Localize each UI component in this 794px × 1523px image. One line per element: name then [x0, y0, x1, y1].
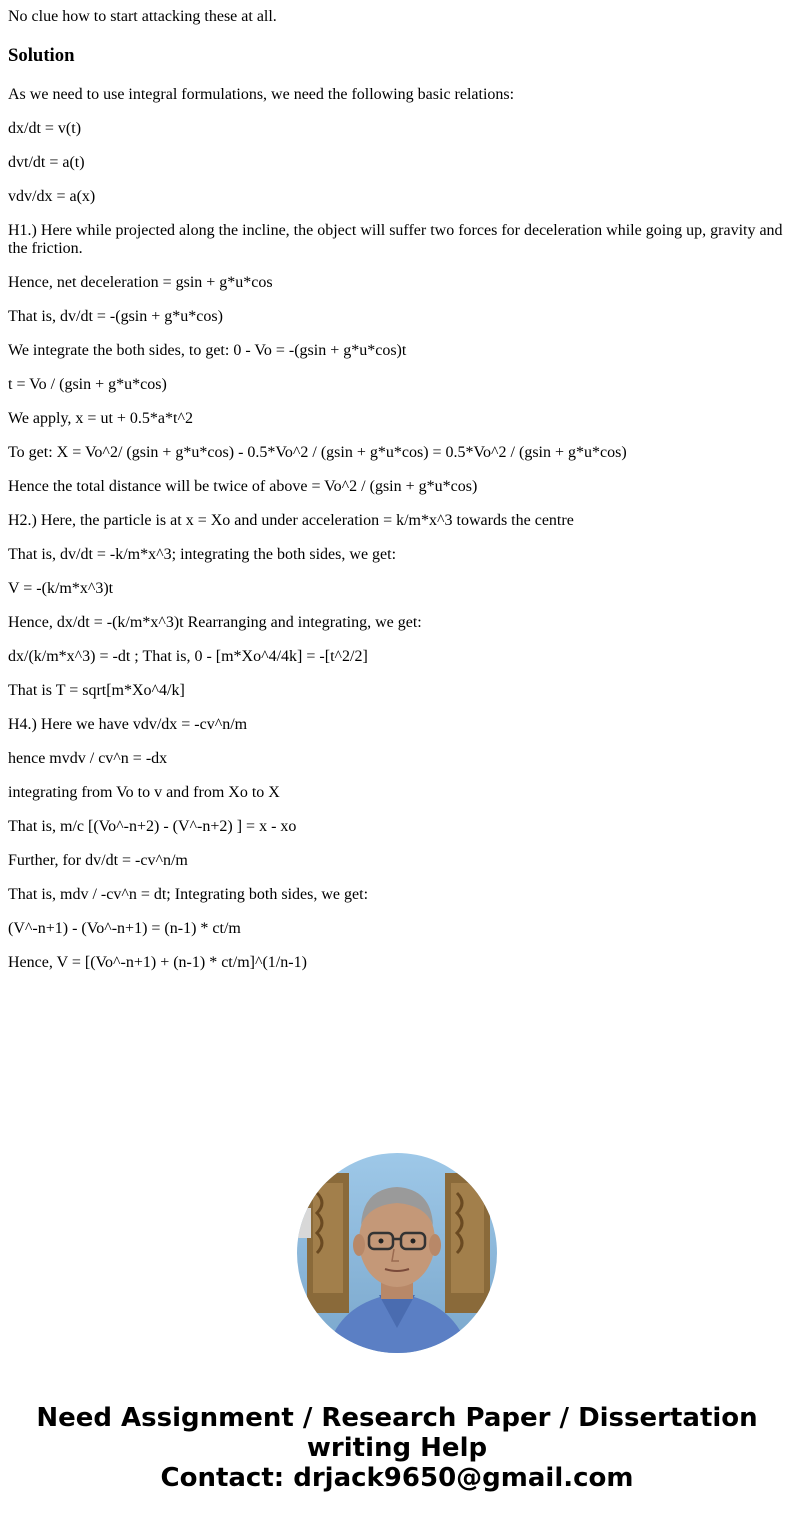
solution-line: We integrate the both sides, to get: 0 - Vo = -(gsin + g*u*cos)t	[8, 342, 407, 359]
solution-line: That is, mdv / -cv^n = dt; Integrating both sides, we get:	[8, 886, 369, 903]
solution-line: We apply, x = ut + 0.5*a*t^2	[8, 410, 193, 427]
solution-line: That is, dv/dt = -k/m*x^3; integrating the both sides, we get:	[8, 546, 397, 563]
solution-line: H2.) Here, the particle is at x = Xo and under acceleration = k/m*x^3 towards the centre	[8, 512, 574, 529]
solution-line: H4.) Here we have vdv/dx = -cv^n/m	[8, 716, 248, 733]
solution-line: Hence, V = [(Vo^-n+1) + (n-1) * ct/m]^(1/n-1)	[8, 954, 307, 971]
solution-line: hence mvdv / cv^n = -dx	[8, 750, 168, 767]
solution-line: t = Vo / (gsin + g*u*cos)	[8, 376, 167, 393]
footer-line-2: writing Help	[306, 1433, 488, 1463]
footer-contact: Contact: drjack9650@gmail.com	[160, 1463, 634, 1493]
solution-line: That is, m/c [(Vo^-n+2) - (V^-n+2) ] = x - xo	[8, 818, 297, 835]
footer-line-1: Need Assignment / Research Paper / Dissertation	[36, 1403, 758, 1433]
solution-line: As we need to use integral formulations, we need the following basic relations:	[8, 86, 515, 103]
solution-heading: Solution	[8, 45, 75, 66]
solution-line: V = -(k/m*x^3)t	[8, 580, 114, 597]
solution-line: Hence, net deceleration = gsin + g*u*cos	[8, 274, 273, 291]
solution-line: To get: X = Vo^2/ (gsin + g*u*cos) - 0.5*Vo^2 / (gsin + g*u*cos) = 0.5*Vo^2 / (gsin + g*u*cos)	[8, 444, 627, 461]
solution-line: vdv/dx = a(x)	[8, 188, 96, 205]
solution-line: dx/dt = v(t)	[8, 120, 82, 137]
avatar-photo	[297, 1153, 497, 1353]
solution-line: (V^-n+1) - (Vo^-n+1) = (n-1) * ct/m	[8, 920, 241, 937]
solution-line: integrating from Vo to v and from Xo to X	[8, 784, 280, 801]
solution-line: H1.) Here while projected along the incline, the object will suffer two forces for deceleration while going up, gravity and the friction.	[8, 222, 783, 257]
solution-line: dvt/dt = a(t)	[8, 154, 85, 171]
solution-line: That is, dv/dt = -(gsin + g*u*cos)	[8, 308, 223, 325]
solution-line: Hence, dx/dt = -(k/m*x^3)t Rearranging and integrating, we get:	[8, 614, 422, 631]
avatar	[297, 1153, 497, 1353]
solution-line: dx/(k/m*x^3) = -dt ; That is, 0 - [m*Xo^4/4k] = -[t^2/2]	[8, 648, 368, 665]
question-text: No clue how to start attacking these at all.	[8, 8, 277, 25]
solution-line: Hence the total distance will be twice of above = Vo^2 / (gsin + g*u*cos)	[8, 478, 478, 495]
solution-line: Further, for dv/dt = -cv^n/m	[8, 852, 188, 869]
solution-line: That is T = sqrt[m*Xo^4/k]	[8, 682, 185, 699]
footer-banner	[0, 1403, 794, 1493]
